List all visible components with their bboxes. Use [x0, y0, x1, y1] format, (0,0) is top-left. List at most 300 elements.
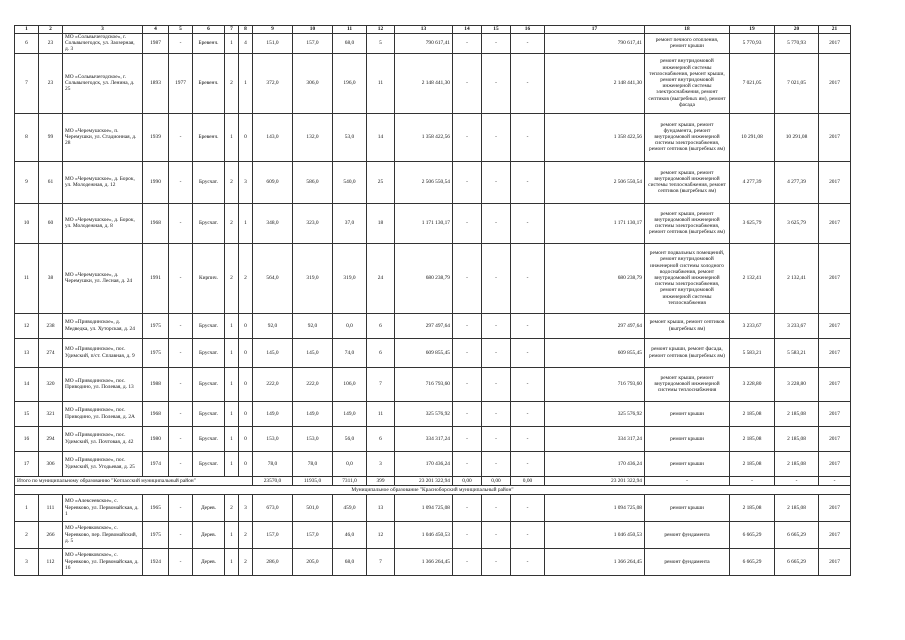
table-cell: 1975 [143, 338, 169, 367]
table-cell: 5 583,21 [730, 338, 775, 367]
table-cell: - [482, 451, 511, 476]
table-row [15, 367, 851, 401]
table-cell: 3 [239, 161, 253, 203]
table-cell: 1974 [143, 451, 169, 476]
table-cell: - [169, 161, 193, 203]
table-cell: 196,0 [333, 53, 367, 113]
table-cell: 0 [239, 451, 253, 476]
table-cell: 2 [225, 243, 239, 313]
table-cell: 6 [367, 313, 395, 338]
subtotal-cell: 23570,0 [253, 476, 293, 485]
section-header-row [15, 485, 851, 494]
table-cell: 294 [39, 426, 63, 451]
table-row [15, 401, 851, 426]
column-number-row [15, 26, 851, 34]
table-cell: 0 [239, 338, 253, 367]
table-cell: 23 [39, 34, 63, 54]
table-cell: 6 665,29 [775, 521, 819, 548]
table-cell: - [511, 548, 545, 575]
table-row [15, 451, 851, 476]
table-cell: Брусчат. [193, 313, 225, 338]
table-row [15, 313, 851, 338]
table-cell: 1 [225, 313, 239, 338]
subtotal-cell: 23 201 322,94 [395, 476, 453, 485]
table-cell: 716 793,60 [545, 367, 645, 401]
table-cell: 501,0 [293, 494, 333, 521]
table-cell: 334 317,24 [545, 426, 645, 451]
table-cell: 1975 [143, 521, 169, 548]
table-cell: 1990 [143, 161, 169, 203]
table-cell: 61 [39, 161, 63, 203]
table-cell: - [453, 113, 482, 161]
table-cell: Дерев. [193, 521, 225, 548]
table-cell: 3 228,80 [730, 367, 775, 401]
table-cell: 673,0 [253, 494, 293, 521]
table-cell: 238 [39, 313, 63, 338]
table-cell: - [482, 338, 511, 367]
table-cell: 1 171 130,17 [395, 203, 453, 243]
table-cell: ремонт крыши [645, 451, 730, 476]
table-cell: Брусчат. [193, 203, 225, 243]
table-cell: - [453, 367, 482, 401]
table-cell: 2 [225, 161, 239, 203]
table-cell: - [511, 367, 545, 401]
table-cell: - [169, 426, 193, 451]
column-number-cell: 19 [730, 26, 775, 34]
table-cell: 2 185,08 [775, 494, 819, 521]
table-cell: 78,0 [253, 451, 293, 476]
table-cell: 92,0 [293, 313, 333, 338]
table-cell: 1 046 450,53 [395, 521, 453, 548]
table-cell: 2 506 550,54 [395, 161, 453, 203]
subtotal-cell: 399 [367, 476, 395, 485]
table-cell: 1 046 450,53 [545, 521, 645, 548]
table-cell: 12 [15, 313, 39, 338]
table-cell: 1 [225, 548, 239, 575]
table-cell: 2 [225, 53, 239, 113]
table-cell: 3 [239, 494, 253, 521]
table-cell: - [453, 243, 482, 313]
table-cell: 11 [367, 53, 395, 113]
table-cell: - [453, 548, 482, 575]
table-cell: 1977 [169, 53, 193, 113]
table-cell: 9 [15, 161, 39, 203]
table-cell: 1 358 422,56 [395, 113, 453, 161]
table-cell: 145,0 [253, 338, 293, 367]
table-cell: - [169, 451, 193, 476]
column-number-cell: 1 [15, 26, 39, 34]
table-cell: 372,0 [253, 53, 293, 113]
table-cell: 0 [239, 426, 253, 451]
table-cell: 680 238,79 [545, 243, 645, 313]
table-cell: 4 277,39 [730, 161, 775, 203]
table-cell: 1965 [143, 494, 169, 521]
table-cell: 153,0 [253, 426, 293, 451]
table-cell: 56,0 [333, 426, 367, 451]
table-cell: 17 [15, 451, 39, 476]
table-cell: 3 233,67 [775, 313, 819, 338]
table-cell: МО «Сольвычегодское», г. Сольвычегодск, ул. Заозерная, д. 3 [63, 34, 143, 54]
table-cell: 609 855,45 [545, 338, 645, 367]
column-number-cell: 21 [819, 26, 851, 34]
table-cell: 2017 [819, 53, 851, 113]
table-cell: 6 [367, 426, 395, 451]
table-cell: 2 148 441,30 [545, 53, 645, 113]
table-row [15, 203, 851, 243]
table-cell: - [453, 451, 482, 476]
table-cell: 14 [15, 367, 39, 401]
table-cell: 68,0 [333, 34, 367, 54]
table-cell: - [453, 313, 482, 338]
subtotal-cell: 23 201 322,94 [545, 476, 645, 485]
table-cell: 7 021,05 [730, 53, 775, 113]
table-cell: 38 [39, 243, 63, 313]
table-cell: 0 [239, 367, 253, 401]
column-number-cell: 9 [253, 26, 293, 34]
table-cell: 297 497,64 [545, 313, 645, 338]
column-number-cell: 15 [482, 26, 511, 34]
table-cell: - [511, 521, 545, 548]
table-cell: 321 [39, 401, 63, 426]
table-cell: 6 665,29 [775, 548, 819, 575]
subtotal-row [15, 476, 851, 485]
table-cell: 6 665,29 [730, 548, 775, 575]
table-cell: МО «Черемушское», д. Борок, ул. Молодежная, д. 8 [63, 203, 143, 243]
table-cell: 145,0 [293, 338, 333, 367]
table-cell: 2 132,41 [730, 243, 775, 313]
table-row [15, 53, 851, 113]
table-cell: - [482, 521, 511, 548]
table-cell: Брусчат. [193, 426, 225, 451]
table-cell: - [169, 521, 193, 548]
table-cell: 5 770,93 [775, 34, 819, 54]
table-cell: 2 185,08 [730, 494, 775, 521]
table-cell: 106,0 [333, 367, 367, 401]
table-cell: 46,0 [333, 521, 367, 548]
table-cell: 7 [15, 53, 39, 113]
table-cell: 99 [39, 113, 63, 161]
table-cell: 1893 [143, 53, 169, 113]
table-cell: 10 291,08 [730, 113, 775, 161]
table-cell: 2017 [819, 243, 851, 313]
table-cell: МО «Черемушское», д. Черемушки, ул. Лесная, д. 24 [63, 243, 143, 313]
table-cell: 74,0 [333, 338, 367, 367]
table-cell: 564,0 [253, 243, 293, 313]
table-cell: 1 094 725,08 [545, 494, 645, 521]
table-cell: 2017 [819, 338, 851, 367]
table-cell: 37,0 [333, 203, 367, 243]
table-cell: Брусчат. [193, 161, 225, 203]
table-cell: 2017 [819, 494, 851, 521]
table-cell: 15 [15, 401, 39, 426]
table-cell: 222,0 [293, 367, 333, 401]
table-cell: 1 [239, 53, 253, 113]
table-cell: - [482, 113, 511, 161]
table-cell: 1968 [143, 203, 169, 243]
table-cell: ремонт крыши, ремонт фасада, ремонт септиков (выгребных ям) [645, 338, 730, 367]
table-cell: 153,0 [293, 426, 333, 451]
table-cell: 297 497,64 [395, 313, 453, 338]
table-cell: Дерев. [193, 494, 225, 521]
table-cell: МО «Приводинское», пос. Удимский, п/ст. Сплавная, д. 9 [63, 338, 143, 367]
table-cell: 149,0 [293, 401, 333, 426]
table-cell: 14 [367, 113, 395, 161]
table-cell: 319,0 [293, 243, 333, 313]
table-cell: 111 [39, 494, 63, 521]
subtotal-cell: 0,00 [511, 476, 545, 485]
column-number-cell: 6 [193, 26, 225, 34]
table-cell: 7 021,05 [775, 53, 819, 113]
table-cell: 2 185,08 [730, 451, 775, 476]
table-cell: 3 [367, 451, 395, 476]
table-cell: 1987 [143, 34, 169, 54]
table-cell: 790 617,41 [395, 34, 453, 54]
table-cell: 2 132,41 [775, 243, 819, 313]
table-cell: - [511, 401, 545, 426]
table-cell: 2017 [819, 426, 851, 451]
table-cell: - [511, 243, 545, 313]
table-cell: 790 617,41 [545, 34, 645, 54]
table-cell: 2 506 550,54 [545, 161, 645, 203]
table-cell: 6 [367, 338, 395, 367]
table-cell: 6 [15, 34, 39, 54]
table-cell: Брусчат. [193, 401, 225, 426]
table-cell: Брусчат. [193, 451, 225, 476]
table-cell: МО «Приводинское», д. Медведка, ул. Хуторская, д. 24 [63, 313, 143, 338]
table-cell: 5 [367, 34, 395, 54]
table-cell: 157,0 [253, 521, 293, 548]
register-body [15, 26, 851, 576]
table-cell: 306 [39, 451, 63, 476]
table-cell: - [511, 161, 545, 203]
table-cell: 1980 [143, 426, 169, 451]
table-cell: 8 [15, 113, 39, 161]
table-cell: МО «Алексеевское», с. Черевково, ул. Первомайская, д. 1 [63, 494, 143, 521]
table-cell: 2017 [819, 203, 851, 243]
table-cell: - [453, 521, 482, 548]
table-cell: 319,0 [333, 243, 367, 313]
table-cell: МО «Черевковское», с. Черевково, ул. Первомайская, д. 16 [63, 548, 143, 575]
table-cell: - [482, 494, 511, 521]
table-cell: - [169, 203, 193, 243]
table-cell: 1991 [143, 243, 169, 313]
table-cell: 10 291,08 [775, 113, 819, 161]
table-cell: 24 [367, 243, 395, 313]
subtotal-cell: - [645, 476, 730, 485]
subtotal-cell: - [775, 476, 819, 485]
column-number-cell: 20 [775, 26, 819, 34]
table-cell: 348,0 [253, 203, 293, 243]
column-number-cell: 18 [645, 26, 730, 34]
table-cell: 132,0 [293, 113, 333, 161]
table-cell: 205,0 [293, 548, 333, 575]
table-cell: 0,0 [333, 451, 367, 476]
table-cell: МО «Приводинское», пос. Приводино, ул. Полевая, д. 2А [63, 401, 143, 426]
table-cell: 609 855,45 [395, 338, 453, 367]
table-cell: - [453, 426, 482, 451]
table-cell: МО «Черевковское», с. Черевково, пер. Первомайский, д. 5 [63, 521, 143, 548]
table-row [15, 338, 851, 367]
table-cell: 680 238,79 [395, 243, 453, 313]
subtotal-label: Итого по муниципальному образованию "Котласский муниципальный район" [15, 476, 253, 485]
table-cell: 170 436,24 [395, 451, 453, 476]
table-cell: 1988 [143, 367, 169, 401]
table-cell: 1 [225, 367, 239, 401]
table-cell: ремонт крыши, ремонт внутридомовой инженерной системы электроснабжения, ремонт септиков (выгребных ям) [645, 203, 730, 243]
table-cell: 2 [225, 203, 239, 243]
subtotal-cell: - [819, 476, 851, 485]
table-cell: 2 148 441,30 [395, 53, 453, 113]
table-cell: ремонт крыши [645, 494, 730, 521]
table-row [15, 521, 851, 548]
table-cell: Бревенч. [193, 113, 225, 161]
table-cell: 3 233,67 [730, 313, 775, 338]
table-cell: - [169, 34, 193, 54]
table-cell: 2 185,08 [730, 401, 775, 426]
table-cell: ремонт фундамента [645, 521, 730, 548]
table-cell: - [482, 367, 511, 401]
table-cell: 1 [15, 494, 39, 521]
table-cell: ремонт внутридомовой инженерной системы теплоснабжения, ремонт крыши, ремонт внутридомовой инженерной системы электроснабжения, ремонт септиков (выгребных ям), ремонт фасада [645, 53, 730, 113]
table-cell: 92,0 [253, 313, 293, 338]
table-cell: 2017 [819, 367, 851, 401]
subtotal-cell: - [730, 476, 775, 485]
table-cell: - [169, 338, 193, 367]
table-cell: 1975 [143, 313, 169, 338]
table-cell: 0,0 [333, 313, 367, 338]
subtotal-cell: 0,00 [453, 476, 482, 485]
column-number-cell: 8 [239, 26, 253, 34]
table-cell: - [511, 34, 545, 54]
table-cell: 7 [367, 548, 395, 575]
table-cell: - [482, 548, 511, 575]
table-cell: 13 [367, 494, 395, 521]
table-cell: 459,0 [333, 494, 367, 521]
table-cell: 2017 [819, 548, 851, 575]
table-cell: 3 625,79 [730, 203, 775, 243]
table-cell: - [511, 313, 545, 338]
table-cell: 2 [239, 521, 253, 548]
table-cell: - [511, 113, 545, 161]
subtotal-cell: 0,00 [482, 476, 511, 485]
column-number-cell: 3 [63, 26, 143, 34]
table-cell: 78,0 [293, 451, 333, 476]
table-cell: 149,0 [333, 401, 367, 426]
repair-register-table [14, 25, 851, 576]
table-cell: 151,0 [253, 34, 293, 54]
column-number-cell: 14 [453, 26, 482, 34]
table-cell: 2 [15, 521, 39, 548]
column-number-cell: 12 [367, 26, 395, 34]
table-cell: Брусчат. [193, 367, 225, 401]
column-number-cell: 17 [545, 26, 645, 34]
table-cell: 68,0 [333, 548, 367, 575]
table-row [15, 113, 851, 161]
column-number-cell: 7 [225, 26, 239, 34]
column-number-cell: 16 [511, 26, 545, 34]
table-cell: 2 185,08 [775, 401, 819, 426]
section-title: Муниципальное образование "Красноборский муниципальный район" [15, 485, 851, 494]
table-cell: 323,0 [293, 203, 333, 243]
table-cell: - [169, 548, 193, 575]
table-cell: 2 [239, 243, 253, 313]
table-cell: - [453, 203, 482, 243]
table-cell: МО «Приводинское», пос. Удимский, ул. Угодьевая, д. 25 [63, 451, 143, 476]
table-cell: 334 317,24 [395, 426, 453, 451]
table-cell: - [482, 203, 511, 243]
table-cell: 11 [367, 401, 395, 426]
table-cell: МО «Приводинское», пос. Удимский, ул. Почтовая, д. 42 [63, 426, 143, 451]
table-cell: 0 [239, 401, 253, 426]
table-cell: 6 665,29 [730, 521, 775, 548]
table-cell: 5 583,21 [775, 338, 819, 367]
column-number-cell: 2 [39, 26, 63, 34]
subtotal-cell: 11935,0 [293, 476, 333, 485]
table-cell: 1924 [143, 548, 169, 575]
table-cell: - [511, 426, 545, 451]
table-cell: 3 228,80 [775, 367, 819, 401]
table-cell: МО «Черемушское», п. Черемушки, ул. Стадионная, д. 28 [63, 113, 143, 161]
table-cell: - [482, 401, 511, 426]
table-cell: 2 185,08 [775, 426, 819, 451]
table-cell: 157,0 [293, 34, 333, 54]
table-cell: 16 [15, 426, 39, 451]
capital-repair-register-sheet [14, 25, 851, 576]
table-cell: 266 [39, 521, 63, 548]
table-cell: 274 [39, 338, 63, 367]
table-cell: 286,0 [253, 548, 293, 575]
table-cell: 2017 [819, 451, 851, 476]
table-cell: 3 [15, 548, 39, 575]
table-cell: 2 [225, 494, 239, 521]
table-cell: 2017 [819, 113, 851, 161]
table-cell: 222,0 [253, 367, 293, 401]
table-cell: 10 [15, 203, 39, 243]
table-cell: 320 [39, 367, 63, 401]
table-cell: 1 171 130,17 [545, 203, 645, 243]
table-cell: 1 [225, 451, 239, 476]
table-cell: - [511, 451, 545, 476]
table-cell: 325 576,92 [545, 401, 645, 426]
table-cell: 716 793,60 [395, 367, 453, 401]
column-number-cell: 4 [143, 26, 169, 34]
table-cell: 60 [39, 203, 63, 243]
table-cell: ремонт крыши, ремонт фундамента, ремонт внутридомовой инженерной системы электроснабжения, ремонт септиков (выгребных ям) [645, 113, 730, 161]
table-cell: 170 436,24 [545, 451, 645, 476]
column-number-cell: 11 [333, 26, 367, 34]
table-cell: 2 [239, 548, 253, 575]
table-cell: 4 277,39 [775, 161, 819, 203]
table-cell: - [511, 494, 545, 521]
table-cell: - [453, 53, 482, 113]
table-cell: Кирпич. [193, 243, 225, 313]
table-cell: 12 [367, 521, 395, 548]
table-cell: МО «Сольвычегодское», г. Сольвычегодск, ул. Ленина, д. 25 [63, 53, 143, 113]
table-cell: - [482, 34, 511, 54]
table-cell: - [511, 338, 545, 367]
table-cell: ремонт крыши [645, 426, 730, 451]
table-cell: - [482, 161, 511, 203]
table-cell: 3 625,79 [775, 203, 819, 243]
table-cell: Брусчат. [193, 338, 225, 367]
table-cell: 1 [225, 426, 239, 451]
subtotal-cell: 7311,0 [333, 476, 367, 485]
table-cell: - [511, 53, 545, 113]
table-cell: 2017 [819, 521, 851, 548]
table-cell: 609,0 [253, 161, 293, 203]
table-cell: - [169, 494, 193, 521]
table-cell: ремонт крыши, ремонт септиков (выгребных ям) [645, 313, 730, 338]
